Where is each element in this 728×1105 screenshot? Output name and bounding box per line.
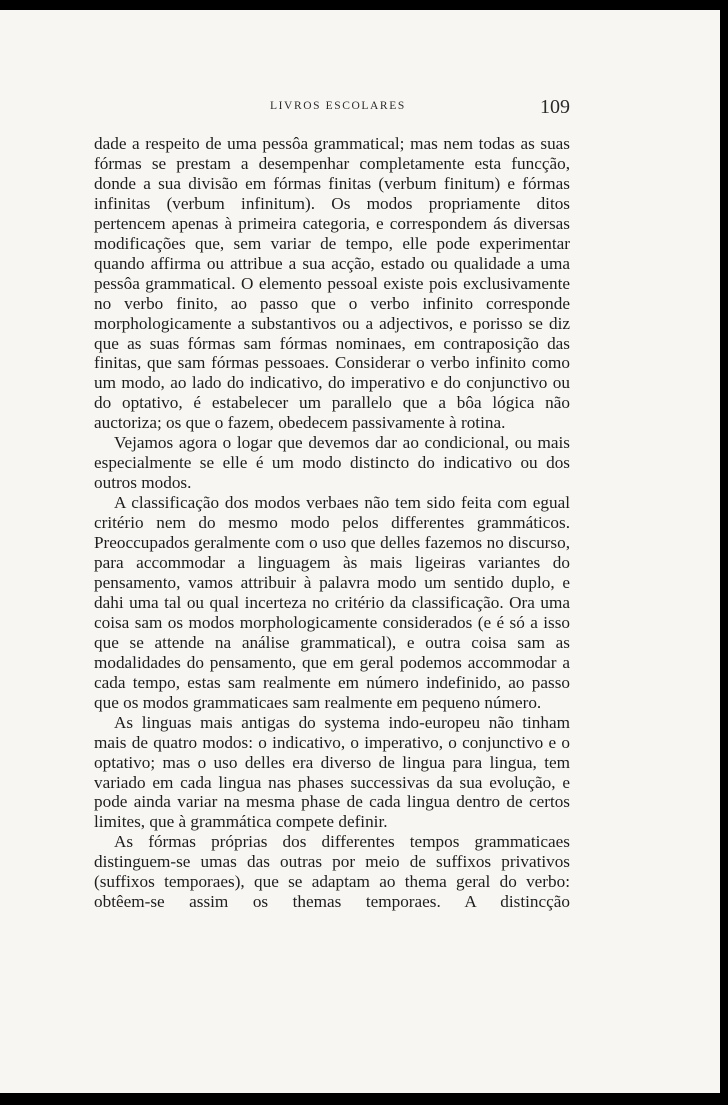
page-header (94, 96, 570, 120)
paragraph: A classificação dos modos verbaes não tem sido feita com egual critério nem do mesmo modo pelos differentes grammáticos. Preoccupados geralmente com o uso que delles fazemos no discurso, para accommodar a linguagem às mais ligeiras variantes do pensamento, vamos attribuir à palavra modo um sentido duplo, e dahi uma tal ou qual incerteza no critério da classificação. Ora uma coisa sam os modos morphologicamente considerados (e é só a isso que se attende na análise grammatical), e outra coisa sam as modalidades do pensamento, que em geral podemos accommodar a cada tempo, estas sam realmente em número indefinido, ao passo que os modos grammaticaes sam realmente em pequeno número. (94, 493, 570, 712)
running-head: LIVROS ESCOLARES (270, 100, 406, 112)
paragraph: As fórmas próprias dos differentes tempos grammaticaes distinguem-se umas das outras por meio de suffixos privativos (suffixos temporaes), que se adaptam ao thema geral do verbo: obtêem-se assim os themas temporaes. A distincção (94, 832, 570, 912)
book-page (0, 10, 720, 1093)
paragraph: dade a respeito de uma pessôa grammatical; mas nem todas as suas fórmas se prestam a desempenhar completamente esta funcção, donde a sua divisão em fórmas finitas (verbum finitum) e fórmas infinitas (verbum infinitum). Os modos propriamente ditos pertencem apenas à primeira categoria, e correspondem ás diversas modificações que, sem variar de tempo, elle pode experimentar quando affirma ou attribue a sua acção, estado ou qualidade a uma pessôa grammatical. O elemento pessoal existe pois exclusivamente no verbo finito, ao passo que o verbo infinito corresponde morphologicamente a substantivos ou a adjectivos, e porisso se diz que as suas fórmas sam fórmas nominaes, em contraposição das finitas, que sam fórmas pessoaes. Considerar o verbo infinito como um modo, ao lado do indicativo, do imperativo e do conjunctivo ou do optativo, é estabelecer um parallelo que a bôa lógica não auctoriza; os que o fazem, obedecem passivamente à rotina. (94, 134, 570, 433)
body-text (94, 134, 570, 912)
page-number: 109 (540, 96, 570, 118)
paragraph: As linguas mais antigas do systema indo-europeu não tinham mais de quatro modos: o indicativo, o imperativo, o conjunctivo e o optativo; mas o uso delles era diverso de lingua para lingua, tem variado em cada lingua nas phases successivas da sua evolução, e pode ainda variar na mesma phase de cada lingua dentro de certos limites, que à grammática compete definir. (94, 712, 570, 832)
paragraph: Vejamos agora o logar que devemos dar ao condicional, ou mais especialmente se elle é um modo distincto do indicativo ou dos outros modos. (94, 433, 570, 493)
